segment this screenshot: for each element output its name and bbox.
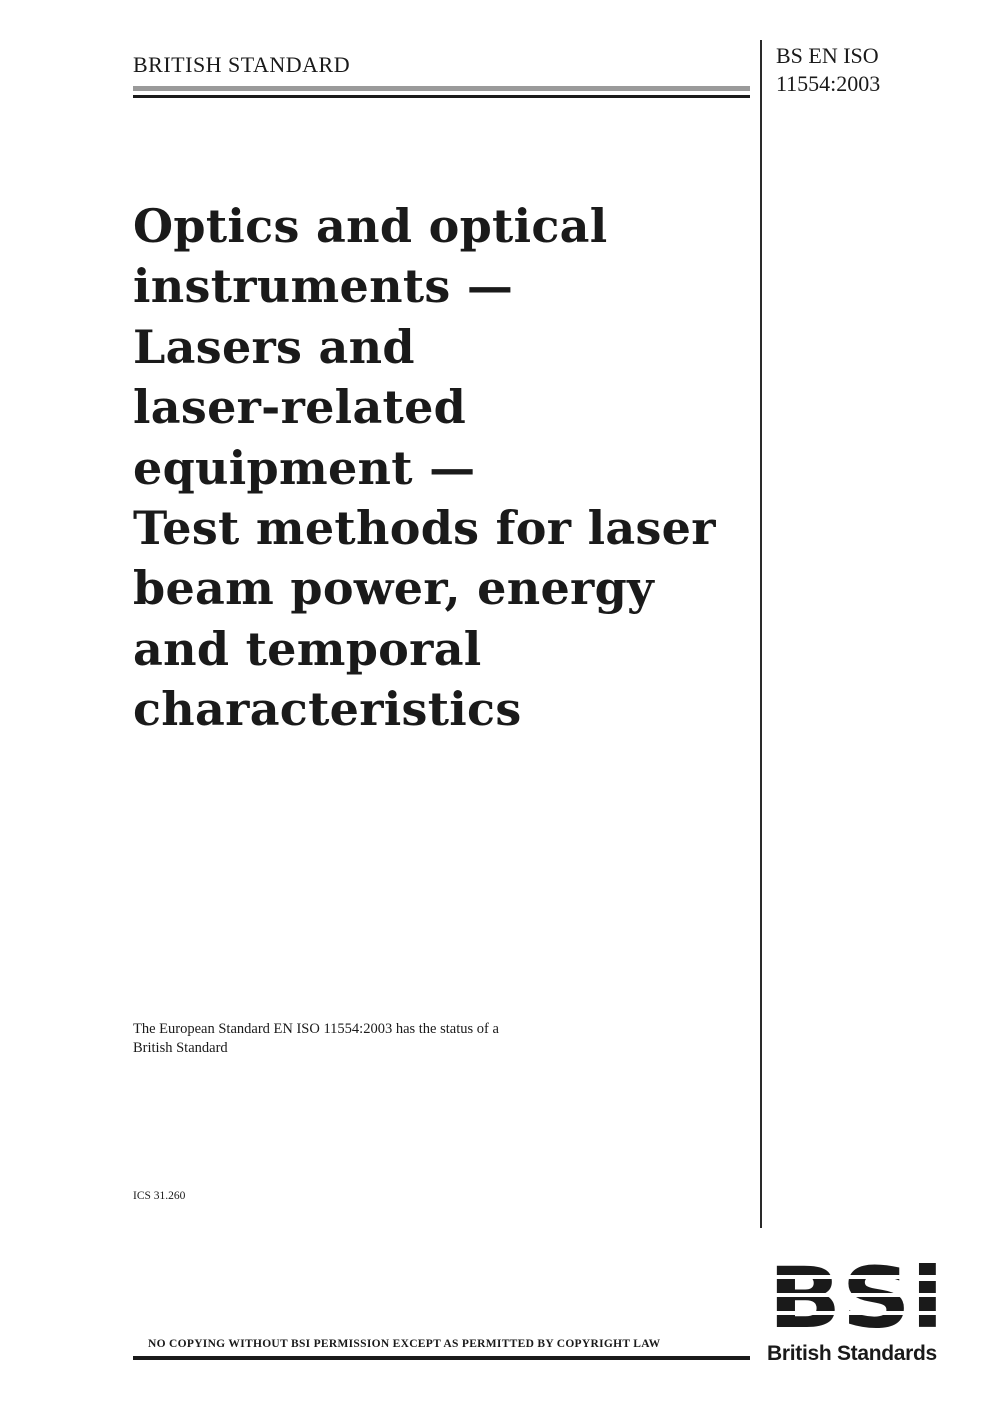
header-rule-gray [133,86,750,91]
title-line: Lasers and [133,319,415,374]
bsi-logo-caption: British Standards [767,1342,937,1365]
title-line: and temporal [133,621,482,676]
title-line: Optics and optical [133,199,608,253]
copyright-notice: NO COPYING WITHOUT BSI PERMISSION EXCEPT AS PERMITTED BY COPYRIGHT LAW [148,1338,661,1350]
title-line: instruments — [133,259,514,314]
header-rule-black [133,95,750,98]
title-line: laser-related [133,380,467,435]
title-line: Test methods for laser [133,501,716,556]
status-line1: The European Standard EN ISO 11554:2003 has the status of a [133,1021,499,1037]
footer-rule [133,1356,750,1360]
bsi-logo [766,1260,946,1332]
title-line: characteristics [133,682,522,737]
status-line2: British Standard [133,1040,228,1056]
document-type-label: BRITISH STANDARD [133,52,351,77]
standard-number-line1: BS EN ISO [776,43,879,68]
standard-number-line2: 11554:2003 [776,71,881,96]
title-line: beam power, energy [133,561,655,616]
title-line: equipment — [133,440,476,495]
status-statement [133,1020,499,1058]
standard-number [776,42,880,98]
vertical-divider [760,40,762,1228]
document-title [133,196,743,740]
ics-code: ICS 31.260 [133,1190,186,1202]
